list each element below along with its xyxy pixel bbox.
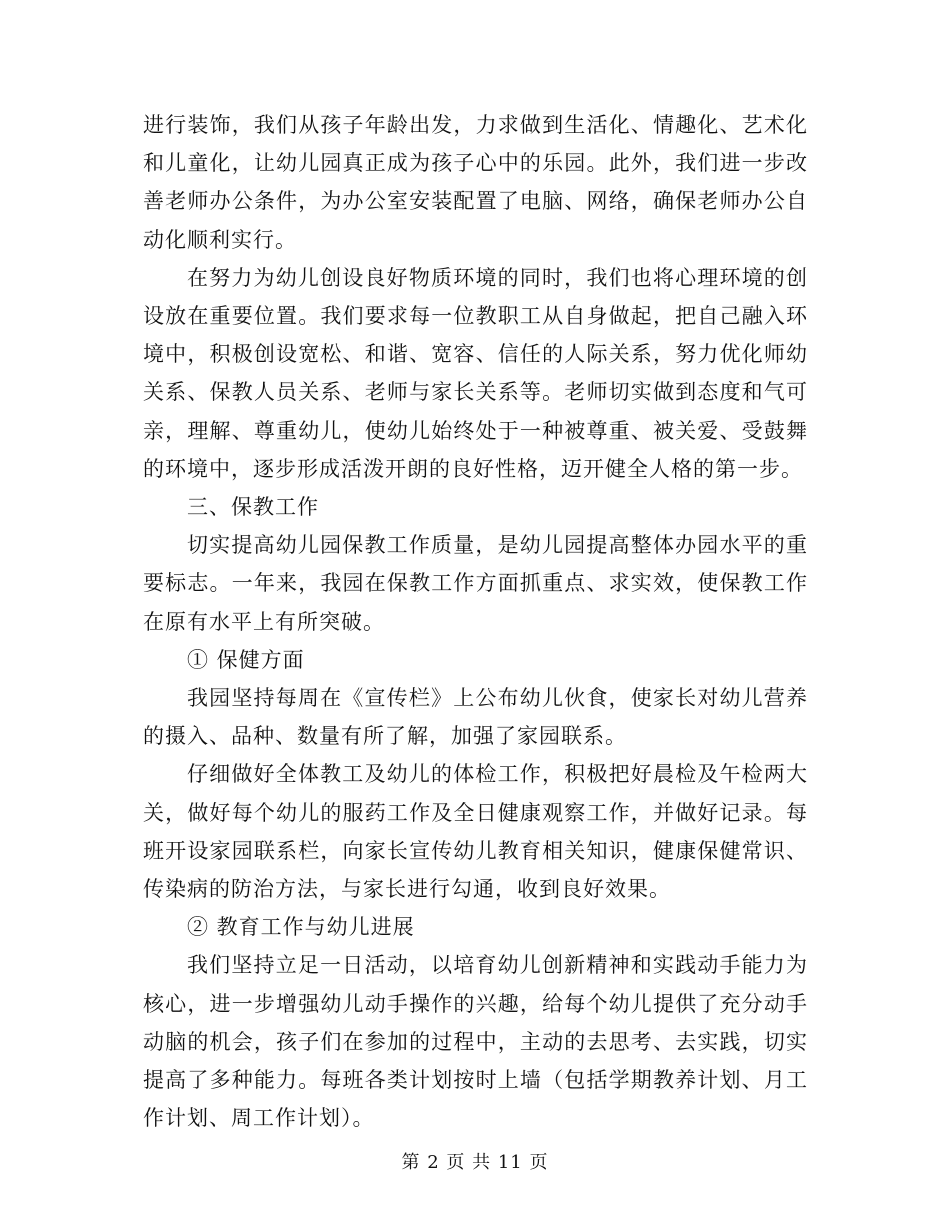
paragraph-2: 在努力为幼儿创设良好物质环境的同时，我们也将心理环境的创设放在重要位置。我们要求每一位教职工从自身做起，把自己融入环境中，积极创设宽松、和谐、宽容、信任的人际关系，努力优化师幼关系、保教人员关系、老师与家长关系等。老师切实做到态度和气可亲，理解、尊重幼儿，使幼儿始终处于一种被尊重、被关爱、受鼓舞的环境中，逐步形成活泼开朗的良好性格，迈开健全人格的第一步。	[143, 265, 808, 481]
paragraph-9: 我们坚持立足一日活动，以培育幼儿创新精神和实践动手能力为核心，进一步增强幼儿动手操作的兴趣，给每个幼儿提供了充分动手动脑的机会，孩子们在参加的过程中，主动的去思考、去实践，切实提高了多种能力。每班各类计划按时上墙（包括学期教养计划、月工作计划、周工作计划）。	[143, 953, 808, 1131]
paragraph-4: 切实提高幼儿园保教工作质量，是幼儿园提高整体办园水平的重要标志。一年来，我园在保教工作方面抓重点、求实效，使保教工作在原有水平上有所突破。	[143, 533, 808, 634]
subheading-health: ① 保健方面	[187, 647, 305, 672]
subheading-education: ② 教育工作与幼儿进展	[187, 915, 415, 940]
page-number: 第 2 页 共 11 页	[401, 1152, 549, 1173]
document-body	[143, 106, 808, 1137]
paragraph-7: 仔细做好全体教工及幼儿的体检工作，积极把好晨检及午检两大关，做好每个幼儿的服药工作及全日健康观察工作，并做好记录。每班开设家园联系栏，向家长宣传幼儿教育相关知识，健康保健常识、传染病的防治方法，与家长进行勾通，收到良好效果。	[143, 762, 808, 902]
section-heading-3: 三、保教工作	[187, 495, 319, 520]
page-footer	[0, 1148, 950, 1178]
paragraph-6: 我园坚持每周在《宣传栏》上公布幼儿伙食，使家长对幼儿营养的摄入、品种、数量有所了解，加强了家园联系。	[143, 686, 808, 749]
paragraph-1: 进行装饰，我们从孩子年龄出发，力求做到生活化、情趣化、艺术化和儿童化，让幼儿园真正成为孩子心中的乐园。此外，我们进一步改善老师办公条件，为办公室安装配置了电脑、网络，确保老师办公自动化顺利实行。	[143, 113, 808, 252]
